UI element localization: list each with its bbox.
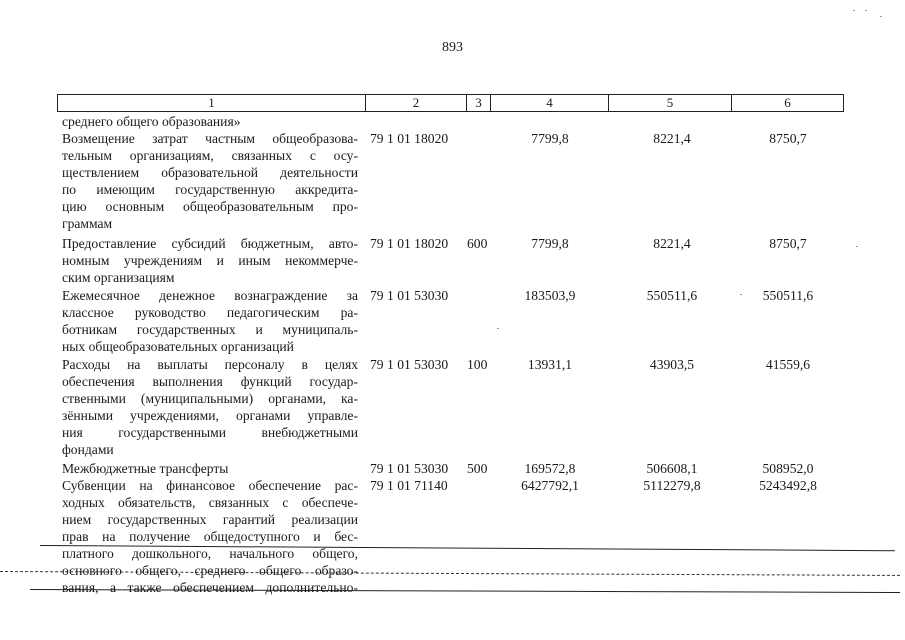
row-text-line: ществлением образовательной деятельности — [62, 165, 358, 180]
row-text-line: ных общеобразовательных организаций — [62, 339, 294, 354]
amount-year3: 550511,6 — [762, 288, 814, 303]
target-code: 79 1 01 18020 — [370, 236, 449, 251]
amount-year1: 183503,9 — [524, 288, 576, 303]
header-col-5: 5 — [666, 95, 674, 110]
page-number: 893 — [442, 40, 463, 55]
scan-speck — [740, 294, 742, 295]
row-text-line: прав на получение общедоступного и бес- — [62, 529, 358, 544]
amount-year1: 169572,8 — [524, 461, 576, 476]
header-col-6: 6 — [784, 95, 791, 110]
target-code: 79 1 01 53030 — [370, 461, 449, 476]
amount-year2: 8221,4 — [653, 236, 691, 251]
amount-year1: 6427792,1 — [521, 478, 579, 493]
row-text-line: Ежемесячное денежное вознаграждение за — [62, 288, 358, 303]
scan-speck — [865, 10, 867, 11]
amount-year3: 8750,7 — [769, 236, 807, 251]
row-text-line: Расходы на выплаты персоналу в целях — [62, 357, 358, 372]
row-text-line: Возмещение затрат частным общеобразова- — [62, 131, 358, 146]
row-text-line: обеспечения выполнения функций государ- — [62, 374, 358, 389]
row-text-line: ботникам государственных и муниципаль- — [62, 322, 358, 337]
row-text-line: Межбюджетные трансферты — [62, 461, 229, 476]
row-text-line: тельным организациям, связанных с осу- — [62, 148, 358, 163]
table-header — [57, 94, 844, 112]
amount-year3: 508952,0 — [762, 461, 814, 476]
amount-year3: 8750,7 — [769, 131, 807, 146]
row-text-line: по имеющим государственную аккредита- — [62, 182, 358, 197]
scan-speck — [497, 328, 499, 329]
row-text-line: Предоставление субсидий бюджетным, авто- — [62, 236, 358, 251]
row-text-line: основного общего, среднего общего образо- — [62, 563, 358, 578]
row-text-line: номным учреждениям и иным некоммерче- — [62, 253, 358, 268]
amount-year1: 7799,8 — [531, 131, 569, 146]
intro-line: среднего общего образования» — [62, 114, 241, 129]
row-text-line: цию основным общеобразовательным про- — [62, 199, 358, 214]
header-col-3: 3 — [475, 95, 482, 110]
amount-year1: 13931,1 — [527, 357, 573, 372]
row-text-line: зёнными учреждениями, органами управле- — [62, 408, 358, 423]
target-code: 79 1 01 18020 — [370, 131, 449, 146]
header-col-2: 2 — [412, 95, 420, 110]
expense-type: 100 — [467, 357, 488, 372]
amount-year2: 5112279,8 — [643, 478, 701, 493]
row-text-line: ходных обязательств, связанных с обеспече- — [62, 495, 358, 510]
expense-type: 500 — [467, 461, 488, 476]
scan-speck — [880, 16, 882, 17]
amount-year2: 43903,5 — [649, 357, 695, 372]
row-text-line: нием государственных гарантий реализации — [62, 512, 358, 527]
target-code: 79 1 01 71140 — [370, 478, 448, 493]
row-text-line: классное руководство педагогическим ра- — [62, 305, 358, 320]
expense-type: 600 — [467, 236, 488, 251]
amount-year2: 550511,6 — [646, 288, 698, 303]
row-text-line: ния государственными внебюджетными — [62, 425, 358, 440]
row-text-line: граммам — [62, 216, 113, 231]
target-code: 79 1 01 53030 — [370, 357, 449, 372]
amount-year3: 5243492,8 — [759, 478, 817, 493]
row-text-line: ственными (муниципальными) органами, ка- — [62, 391, 358, 406]
header-col-4: 4 — [546, 95, 553, 110]
row-text-line: ским организациям — [62, 270, 175, 285]
amount-year1: 7799,8 — [531, 236, 569, 251]
header-col-1: 1 — [208, 95, 215, 110]
amount-year2: 8221,4 — [653, 131, 691, 146]
scan-speck — [856, 246, 858, 247]
amount-year2: 506608,1 — [646, 461, 698, 476]
row-text-line: фондами — [62, 442, 114, 457]
row-text-line: Субвенции на финансовое обеспечение рас- — [62, 478, 358, 493]
scan-speck — [853, 10, 855, 11]
row-text-line: платного дошкольного, начального общего, — [62, 546, 358, 561]
target-code: 79 1 01 53030 — [370, 288, 449, 303]
amount-year3: 41559,6 — [765, 357, 811, 372]
row-text-line: вания, а также обеспечением дополнительно- — [62, 580, 358, 595]
